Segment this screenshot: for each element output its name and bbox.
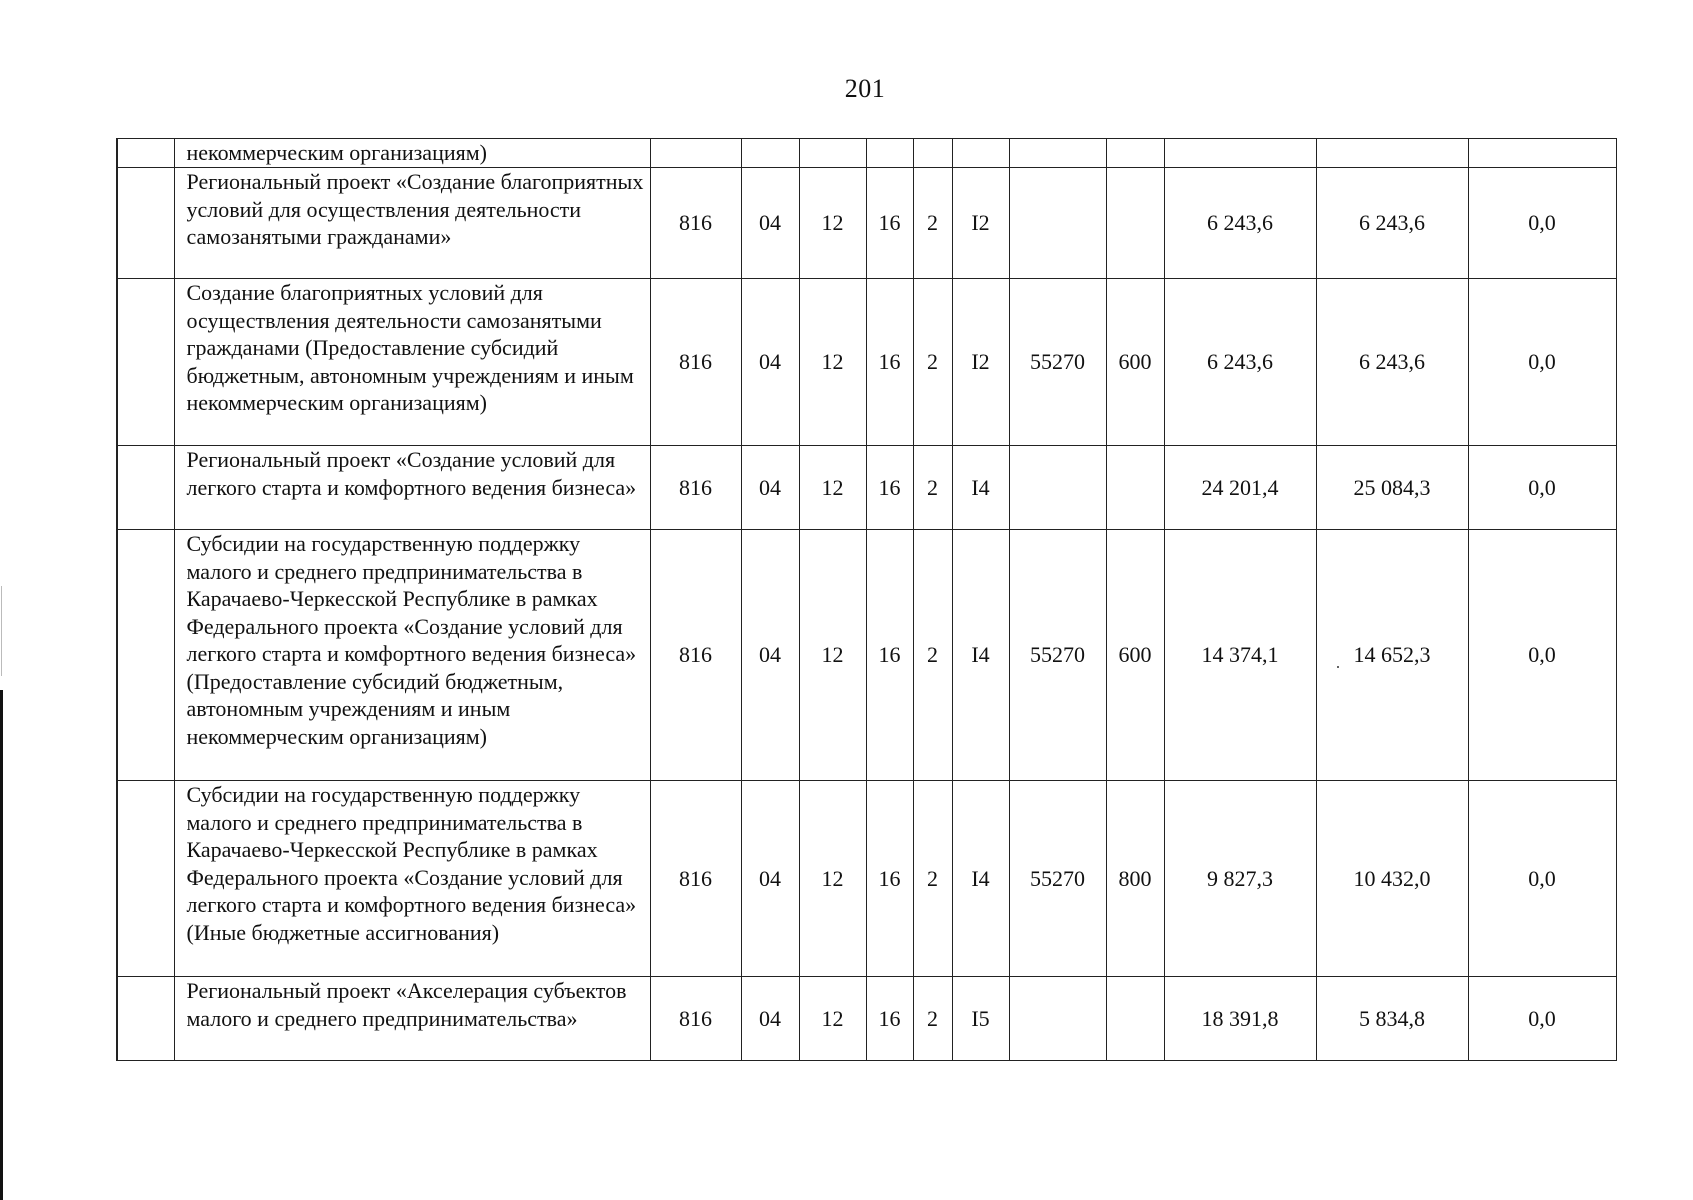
section-code-cell xyxy=(741,139,799,168)
amount-1-cell: 6 243,6 xyxy=(1164,279,1316,446)
amount-1-cell: 24 201,4 xyxy=(1164,446,1316,530)
direction-code-cell xyxy=(1009,139,1106,168)
program-code-cell: 16 xyxy=(866,279,913,446)
scan-edge-mark xyxy=(1,586,2,676)
amount-3-cell: 0,0 xyxy=(1468,168,1616,279)
table-row xyxy=(117,530,1616,781)
section-code-cell: 04 xyxy=(741,446,799,530)
table-row xyxy=(117,279,1616,446)
scan-speck xyxy=(1337,666,1339,668)
direction-code-cell: 55270 xyxy=(1009,279,1106,446)
project-code-cell: I4 xyxy=(952,530,1009,781)
row-index-cell xyxy=(117,977,174,1061)
expense-type-cell: 600 xyxy=(1106,530,1164,781)
table-row xyxy=(117,977,1616,1061)
project-code-cell: I2 xyxy=(952,168,1009,279)
row-index-cell xyxy=(117,168,174,279)
expense-type-cell xyxy=(1106,446,1164,530)
amount-2-cell: 6 243,6 xyxy=(1316,279,1468,446)
ministry-code-cell: 816 xyxy=(650,279,741,446)
ministry-code-cell xyxy=(650,139,741,168)
amount-2-cell: 14 652,3 xyxy=(1316,530,1468,781)
subprogram-code-cell xyxy=(913,139,952,168)
ministry-code-cell: 816 xyxy=(650,781,741,977)
subsection-code-cell: 12 xyxy=(799,279,866,446)
ministry-code-cell: 816 xyxy=(650,530,741,781)
program-code-cell: 16 xyxy=(866,530,913,781)
direction-code-cell xyxy=(1009,977,1106,1061)
amount-2-cell: 10 432,0 xyxy=(1316,781,1468,977)
table-row xyxy=(117,446,1616,530)
row-index-cell xyxy=(117,139,174,168)
row-index-cell xyxy=(117,781,174,977)
project-code-cell xyxy=(952,139,1009,168)
row-index-cell xyxy=(117,530,174,781)
amount-1-cell: 18 391,8 xyxy=(1164,977,1316,1061)
subprogram-code-cell: 2 xyxy=(913,168,952,279)
budget-table xyxy=(116,138,1617,1061)
row-name-cell: некоммерческим организациям) xyxy=(174,139,650,168)
expense-type-cell: 600 xyxy=(1106,279,1164,446)
section-code-cell: 04 xyxy=(741,168,799,279)
table-row xyxy=(117,139,1616,168)
amount-1-cell: 6 243,6 xyxy=(1164,168,1316,279)
subprogram-code-cell: 2 xyxy=(913,781,952,977)
amount-3-cell: 0,0 xyxy=(1468,279,1616,446)
expense-type-cell xyxy=(1106,168,1164,279)
row-name-cell: Субсидии на государственную поддержку малого и среднего предпринимательства в Карачаево-Черкесской Республике в рамках Федерального проекта «Создание условий для легкого старта и комфортного ведения бизнеса» (Предоставление субсидий бюджетным, автономным учреждениям и иным некоммерческим организациям) xyxy=(174,530,650,781)
subsection-code-cell: 12 xyxy=(799,446,866,530)
amount-3-cell: 0,0 xyxy=(1468,530,1616,781)
row-name-cell: Субсидии на государственную поддержку малого и среднего предпринимательства в Карачаево-Черкесской Республике в рамках Федерального проекта «Создание условий для легкого старта и комфортного ведения бизнеса» (Иные бюджетные ассигнования) xyxy=(174,781,650,977)
expense-type-cell: 800 xyxy=(1106,781,1164,977)
scan-edge-line xyxy=(0,690,3,1200)
ministry-code-cell: 816 xyxy=(650,446,741,530)
amount-2-cell: 5 834,8 xyxy=(1316,977,1468,1061)
subsection-code-cell: 12 xyxy=(799,168,866,279)
amount-1-cell: 9 827,3 xyxy=(1164,781,1316,977)
direction-code-cell xyxy=(1009,446,1106,530)
project-code-cell: I4 xyxy=(952,781,1009,977)
amount-3-cell xyxy=(1468,139,1616,168)
amount-1-cell: 14 374,1 xyxy=(1164,530,1316,781)
expense-type-cell xyxy=(1106,139,1164,168)
subprogram-code-cell: 2 xyxy=(913,446,952,530)
table-row xyxy=(117,168,1616,279)
subprogram-code-cell: 2 xyxy=(913,279,952,446)
amount-3-cell: 0,0 xyxy=(1468,781,1616,977)
row-index-cell xyxy=(117,279,174,446)
subsection-code-cell xyxy=(799,139,866,168)
project-code-cell: I4 xyxy=(952,446,1009,530)
project-code-cell: I5 xyxy=(952,977,1009,1061)
section-code-cell: 04 xyxy=(741,781,799,977)
direction-code-cell: 55270 xyxy=(1009,781,1106,977)
ministry-code-cell: 816 xyxy=(650,977,741,1061)
subsection-code-cell: 12 xyxy=(799,530,866,781)
program-code-cell: 16 xyxy=(866,977,913,1061)
section-code-cell: 04 xyxy=(741,530,799,781)
subprogram-code-cell: 2 xyxy=(913,530,952,781)
subsection-code-cell: 12 xyxy=(799,781,866,977)
row-name-cell: Создание благоприятных условий для осуществления деятельности самозанятыми гражданами (Предоставление субсидий бюджетным, автономным учреждениям и иным некоммерческим организациям) xyxy=(174,279,650,446)
program-code-cell: 16 xyxy=(866,168,913,279)
row-name-cell: Региональный проект «Создание благоприятных условий для осуществления деятельности самозанятыми гражданами» xyxy=(174,168,650,279)
expense-type-cell xyxy=(1106,977,1164,1061)
amount-3-cell: 0,0 xyxy=(1468,977,1616,1061)
program-code-cell xyxy=(866,139,913,168)
program-code-cell: 16 xyxy=(866,781,913,977)
section-code-cell: 04 xyxy=(741,977,799,1061)
ministry-code-cell: 816 xyxy=(650,168,741,279)
project-code-cell: I2 xyxy=(952,279,1009,446)
section-code-cell: 04 xyxy=(741,279,799,446)
table-row xyxy=(117,781,1616,977)
page-number: 201 xyxy=(844,74,886,103)
row-name-cell: Региональный проект «Акселерация субъектов малого и среднего предпринимательства» xyxy=(174,977,650,1061)
subsection-code-cell: 12 xyxy=(799,977,866,1061)
direction-code-cell xyxy=(1009,168,1106,279)
amount-1-cell xyxy=(1164,139,1316,168)
direction-code-cell: 55270 xyxy=(1009,530,1106,781)
subprogram-code-cell: 2 xyxy=(913,977,952,1061)
amount-2-cell xyxy=(1316,139,1468,168)
program-code-cell: 16 xyxy=(866,446,913,530)
amount-2-cell: 25 084,3 xyxy=(1316,446,1468,530)
row-index-cell xyxy=(117,446,174,530)
amount-2-cell: 6 243,6 xyxy=(1316,168,1468,279)
amount-3-cell: 0,0 xyxy=(1468,446,1616,530)
row-name-cell: Региональный проект «Создание условий для легкого старта и комфортного ведения бизнеса» xyxy=(174,446,650,530)
